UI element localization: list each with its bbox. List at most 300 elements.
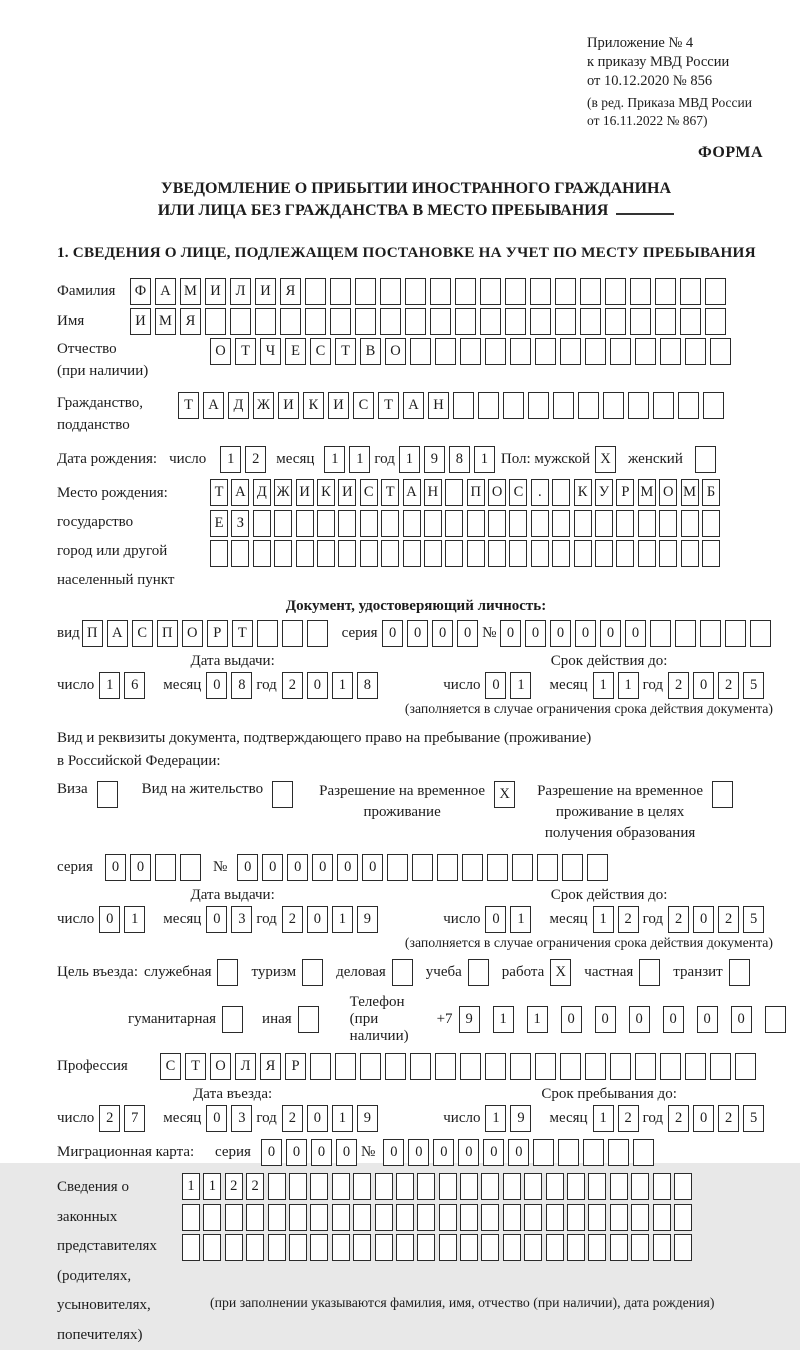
char-cell[interactable] bbox=[439, 1173, 457, 1200]
char-cell[interactable]: В bbox=[360, 338, 381, 365]
char-cell[interactable] bbox=[635, 338, 656, 365]
char-cell[interactable] bbox=[430, 308, 451, 335]
char-cell[interactable] bbox=[574, 540, 592, 567]
char-cell[interactable]: 0 bbox=[693, 906, 714, 933]
char-cell[interactable]: 0 bbox=[485, 672, 506, 699]
char-cell[interactable] bbox=[330, 278, 351, 305]
char-cell[interactable] bbox=[203, 1234, 221, 1261]
char-cell[interactable] bbox=[375, 1234, 393, 1261]
char-cell[interactable] bbox=[338, 510, 356, 537]
char-cell[interactable] bbox=[587, 854, 608, 881]
char-cell[interactable]: 1 bbox=[332, 1105, 353, 1132]
char-cell[interactable]: М bbox=[155, 308, 176, 335]
char-cell[interactable] bbox=[405, 278, 426, 305]
char-cell[interactable]: О bbox=[210, 1053, 231, 1080]
char-cell[interactable] bbox=[675, 620, 696, 647]
char-cell[interactable]: Р bbox=[285, 1053, 306, 1080]
char-cell[interactable]: 2 bbox=[618, 906, 639, 933]
char-cell[interactable]: 5 bbox=[743, 1105, 764, 1132]
char-cell[interactable] bbox=[603, 392, 624, 419]
char-cell[interactable]: 8 bbox=[231, 672, 252, 699]
char-cell[interactable] bbox=[735, 1053, 756, 1080]
char-cell[interactable]: П bbox=[82, 620, 103, 647]
char-cell[interactable]: X bbox=[595, 446, 616, 473]
char-cell[interactable] bbox=[616, 540, 634, 567]
char-cell[interactable] bbox=[302, 959, 323, 986]
char-cell[interactable] bbox=[455, 278, 476, 305]
char-cell[interactable] bbox=[435, 1053, 456, 1080]
char-cell[interactable]: А bbox=[403, 479, 421, 506]
char-cell[interactable]: 9 bbox=[357, 1105, 378, 1132]
char-cell[interactable] bbox=[230, 308, 251, 335]
char-cell[interactable] bbox=[396, 1173, 414, 1200]
char-cell[interactable] bbox=[510, 1053, 531, 1080]
char-cell[interactable] bbox=[488, 510, 506, 537]
char-cell[interactable]: 0 bbox=[206, 906, 227, 933]
char-cell[interactable] bbox=[253, 540, 271, 567]
char-cell[interactable] bbox=[546, 1234, 564, 1261]
char-cell[interactable]: А bbox=[155, 278, 176, 305]
char-cell[interactable]: 0 bbox=[237, 854, 258, 881]
char-cell[interactable] bbox=[505, 308, 526, 335]
char-cell[interactable] bbox=[460, 1204, 478, 1231]
char-cell[interactable] bbox=[595, 510, 613, 537]
char-cell[interactable] bbox=[555, 278, 576, 305]
char-cell[interactable]: 1 bbox=[485, 1105, 506, 1132]
char-cell[interactable] bbox=[317, 540, 335, 567]
char-cell[interactable] bbox=[729, 959, 750, 986]
char-cell[interactable] bbox=[710, 1053, 731, 1080]
char-cell[interactable] bbox=[560, 338, 581, 365]
char-cell[interactable] bbox=[380, 278, 401, 305]
char-cell[interactable]: О bbox=[210, 338, 231, 365]
char-cell[interactable]: Л bbox=[235, 1053, 256, 1080]
char-cell[interactable]: 2 bbox=[282, 906, 303, 933]
char-cell[interactable]: О bbox=[488, 479, 506, 506]
char-cell[interactable]: 0 bbox=[206, 672, 227, 699]
char-cell[interactable]: М bbox=[180, 278, 201, 305]
char-cell[interactable]: 0 bbox=[595, 1006, 616, 1033]
char-cell[interactable]: 0 bbox=[261, 1139, 282, 1166]
char-cell[interactable]: О bbox=[182, 620, 203, 647]
char-cell[interactable] bbox=[387, 854, 408, 881]
char-cell[interactable] bbox=[255, 308, 276, 335]
char-cell[interactable]: 2 bbox=[718, 1105, 739, 1132]
char-cell[interactable] bbox=[633, 1139, 654, 1166]
char-cell[interactable]: 2 bbox=[282, 672, 303, 699]
char-cell[interactable]: И bbox=[328, 392, 349, 419]
char-cell[interactable]: К bbox=[317, 479, 335, 506]
char-cell[interactable]: К bbox=[574, 479, 592, 506]
char-cell[interactable]: И bbox=[255, 278, 276, 305]
char-cell[interactable] bbox=[396, 1204, 414, 1231]
char-cell[interactable]: У bbox=[595, 479, 613, 506]
char-cell[interactable]: 0 bbox=[312, 854, 333, 881]
char-cell[interactable] bbox=[417, 1234, 435, 1261]
char-cell[interactable] bbox=[257, 620, 278, 647]
char-cell[interactable] bbox=[467, 510, 485, 537]
char-cell[interactable]: 0 bbox=[307, 906, 328, 933]
char-cell[interactable] bbox=[445, 540, 463, 567]
char-cell[interactable] bbox=[353, 1204, 371, 1231]
char-cell[interactable]: 0 bbox=[287, 854, 308, 881]
char-cell[interactable]: 1 bbox=[349, 446, 370, 473]
char-cell[interactable] bbox=[460, 1173, 478, 1200]
char-cell[interactable]: 0 bbox=[508, 1139, 529, 1166]
char-cell[interactable] bbox=[503, 1173, 521, 1200]
char-cell[interactable] bbox=[578, 392, 599, 419]
char-cell[interactable] bbox=[588, 1204, 606, 1231]
char-cell[interactable] bbox=[702, 540, 720, 567]
char-cell[interactable] bbox=[481, 1173, 499, 1200]
char-cell[interactable] bbox=[695, 446, 716, 473]
char-cell[interactable] bbox=[562, 854, 583, 881]
char-cell[interactable]: 0 bbox=[382, 620, 403, 647]
char-cell[interactable] bbox=[685, 338, 706, 365]
char-cell[interactable] bbox=[605, 308, 626, 335]
char-cell[interactable] bbox=[725, 620, 746, 647]
char-cell[interactable]: 0 bbox=[457, 620, 478, 647]
char-cell[interactable] bbox=[274, 510, 292, 537]
char-cell[interactable] bbox=[355, 308, 376, 335]
char-cell[interactable]: 1 bbox=[493, 1006, 514, 1033]
char-cell[interactable] bbox=[512, 854, 533, 881]
char-cell[interactable] bbox=[335, 1053, 356, 1080]
char-cell[interactable] bbox=[533, 1139, 554, 1166]
char-cell[interactable]: М bbox=[681, 479, 699, 506]
char-cell[interactable]: 0 bbox=[262, 854, 283, 881]
char-cell[interactable]: 0 bbox=[483, 1139, 504, 1166]
char-cell[interactable]: 2 bbox=[245, 446, 266, 473]
char-cell[interactable] bbox=[246, 1234, 264, 1261]
char-cell[interactable] bbox=[375, 1173, 393, 1200]
char-cell[interactable] bbox=[531, 540, 549, 567]
char-cell[interactable]: 9 bbox=[459, 1006, 480, 1033]
char-cell[interactable] bbox=[385, 1053, 406, 1080]
char-cell[interactable] bbox=[225, 1234, 243, 1261]
char-cell[interactable] bbox=[462, 854, 483, 881]
char-cell[interactable] bbox=[268, 1234, 286, 1261]
char-cell[interactable] bbox=[503, 1234, 521, 1261]
char-cell[interactable]: 1 bbox=[593, 672, 614, 699]
char-cell[interactable] bbox=[638, 510, 656, 537]
char-cell[interactable] bbox=[588, 1234, 606, 1261]
char-cell[interactable]: 1 bbox=[332, 906, 353, 933]
char-cell[interactable]: Т bbox=[178, 392, 199, 419]
char-cell[interactable] bbox=[310, 1053, 331, 1080]
char-cell[interactable]: 9 bbox=[424, 446, 445, 473]
char-cell[interactable] bbox=[274, 540, 292, 567]
char-cell[interactable]: Я bbox=[260, 1053, 281, 1080]
char-cell[interactable]: 2 bbox=[225, 1173, 243, 1200]
char-cell[interactable] bbox=[588, 1173, 606, 1200]
char-cell[interactable]: 8 bbox=[449, 446, 470, 473]
char-cell[interactable] bbox=[310, 1173, 328, 1200]
char-cell[interactable] bbox=[583, 1139, 604, 1166]
char-cell[interactable]: Т bbox=[235, 338, 256, 365]
char-cell[interactable]: Б bbox=[702, 479, 720, 506]
char-cell[interactable] bbox=[435, 338, 456, 365]
char-cell[interactable] bbox=[430, 278, 451, 305]
char-cell[interactable] bbox=[555, 308, 576, 335]
char-cell[interactable]: 1 bbox=[618, 672, 639, 699]
char-cell[interactable] bbox=[445, 479, 463, 506]
char-cell[interactable] bbox=[530, 278, 551, 305]
char-cell[interactable] bbox=[674, 1234, 692, 1261]
char-cell[interactable] bbox=[417, 1204, 435, 1231]
char-cell[interactable] bbox=[360, 510, 378, 537]
char-cell[interactable]: Ч bbox=[260, 338, 281, 365]
char-cell[interactable]: П bbox=[467, 479, 485, 506]
char-cell[interactable] bbox=[574, 510, 592, 537]
char-cell[interactable]: С bbox=[132, 620, 153, 647]
char-cell[interactable] bbox=[509, 510, 527, 537]
char-cell[interactable]: 0 bbox=[311, 1139, 332, 1166]
char-cell[interactable] bbox=[424, 510, 442, 537]
char-cell[interactable]: 1 bbox=[399, 446, 420, 473]
char-cell[interactable]: И bbox=[278, 392, 299, 419]
char-cell[interactable] bbox=[595, 540, 613, 567]
char-cell[interactable] bbox=[635, 1053, 656, 1080]
char-cell[interactable]: 1 bbox=[510, 672, 531, 699]
char-cell[interactable]: М bbox=[638, 479, 656, 506]
char-cell[interactable] bbox=[585, 1053, 606, 1080]
char-cell[interactable] bbox=[537, 854, 558, 881]
char-cell[interactable] bbox=[631, 1234, 649, 1261]
char-cell[interactable] bbox=[552, 479, 570, 506]
char-cell[interactable]: 1 bbox=[474, 446, 495, 473]
char-cell[interactable]: 1 bbox=[124, 906, 145, 933]
char-cell[interactable]: 5 bbox=[743, 906, 764, 933]
char-cell[interactable] bbox=[289, 1173, 307, 1200]
char-cell[interactable] bbox=[531, 510, 549, 537]
char-cell[interactable] bbox=[353, 1234, 371, 1261]
char-cell[interactable]: 0 bbox=[286, 1139, 307, 1166]
char-cell[interactable]: Т bbox=[232, 620, 253, 647]
char-cell[interactable] bbox=[460, 338, 481, 365]
char-cell[interactable] bbox=[610, 1204, 628, 1231]
char-cell[interactable] bbox=[674, 1204, 692, 1231]
char-cell[interactable]: 5 bbox=[743, 672, 764, 699]
char-cell[interactable]: Е bbox=[210, 510, 228, 537]
char-cell[interactable] bbox=[610, 1173, 628, 1200]
char-cell[interactable]: Т bbox=[210, 479, 228, 506]
char-cell[interactable]: 2 bbox=[668, 1105, 689, 1132]
char-cell[interactable] bbox=[355, 278, 376, 305]
char-cell[interactable] bbox=[660, 1053, 681, 1080]
char-cell[interactable] bbox=[653, 1173, 671, 1200]
char-cell[interactable] bbox=[317, 510, 335, 537]
char-cell[interactable] bbox=[480, 278, 501, 305]
char-cell[interactable] bbox=[553, 392, 574, 419]
char-cell[interactable]: 7 bbox=[124, 1105, 145, 1132]
char-cell[interactable] bbox=[650, 620, 671, 647]
char-cell[interactable] bbox=[524, 1204, 542, 1231]
char-cell[interactable] bbox=[439, 1234, 457, 1261]
char-cell[interactable] bbox=[535, 1053, 556, 1080]
char-cell[interactable] bbox=[155, 854, 176, 881]
char-cell[interactable] bbox=[417, 1173, 435, 1200]
char-cell[interactable] bbox=[298, 1006, 319, 1033]
char-cell[interactable] bbox=[296, 510, 314, 537]
char-cell[interactable] bbox=[653, 1204, 671, 1231]
char-cell[interactable] bbox=[528, 392, 549, 419]
char-cell[interactable] bbox=[610, 338, 631, 365]
char-cell[interactable] bbox=[685, 1053, 706, 1080]
char-cell[interactable]: И bbox=[130, 308, 151, 335]
char-cell[interactable] bbox=[710, 338, 731, 365]
char-cell[interactable]: 0 bbox=[600, 620, 621, 647]
char-cell[interactable] bbox=[638, 540, 656, 567]
char-cell[interactable] bbox=[353, 1173, 371, 1200]
char-cell[interactable] bbox=[481, 1204, 499, 1231]
char-cell[interactable] bbox=[659, 540, 677, 567]
char-cell[interactable] bbox=[487, 854, 508, 881]
char-cell[interactable] bbox=[678, 392, 699, 419]
char-cell[interactable]: 0 bbox=[525, 620, 546, 647]
char-cell[interactable]: 0 bbox=[130, 854, 151, 881]
char-cell[interactable] bbox=[524, 1173, 542, 1200]
char-cell[interactable]: 0 bbox=[206, 1105, 227, 1132]
char-cell[interactable] bbox=[567, 1204, 585, 1231]
char-cell[interactable] bbox=[305, 308, 326, 335]
char-cell[interactable] bbox=[460, 1053, 481, 1080]
char-cell[interactable]: Л bbox=[230, 278, 251, 305]
char-cell[interactable] bbox=[702, 510, 720, 537]
char-cell[interactable]: О bbox=[385, 338, 406, 365]
char-cell[interactable]: Н bbox=[424, 479, 442, 506]
char-cell[interactable] bbox=[330, 308, 351, 335]
char-cell[interactable]: 2 bbox=[246, 1173, 264, 1200]
char-cell[interactable] bbox=[396, 1234, 414, 1261]
char-cell[interactable] bbox=[765, 1006, 786, 1033]
char-cell[interactable]: Д bbox=[228, 392, 249, 419]
char-cell[interactable] bbox=[280, 308, 301, 335]
char-cell[interactable] bbox=[360, 1053, 381, 1080]
char-cell[interactable]: С bbox=[310, 338, 331, 365]
char-cell[interactable]: 0 bbox=[575, 620, 596, 647]
char-cell[interactable]: Р bbox=[616, 479, 634, 506]
char-cell[interactable]: Т bbox=[381, 479, 399, 506]
char-cell[interactable] bbox=[375, 1204, 393, 1231]
char-cell[interactable] bbox=[681, 540, 699, 567]
char-cell[interactable] bbox=[412, 854, 433, 881]
char-cell[interactable]: 9 bbox=[357, 906, 378, 933]
char-cell[interactable]: Т bbox=[185, 1053, 206, 1080]
char-cell[interactable]: С bbox=[509, 479, 527, 506]
char-cell[interactable]: 0 bbox=[99, 906, 120, 933]
char-cell[interactable]: Я bbox=[280, 278, 301, 305]
char-cell[interactable]: Ф bbox=[130, 278, 151, 305]
char-cell[interactable] bbox=[210, 540, 228, 567]
char-cell[interactable]: 1 bbox=[324, 446, 345, 473]
char-cell[interactable] bbox=[585, 338, 606, 365]
char-cell[interactable] bbox=[445, 510, 463, 537]
char-cell[interactable]: Ж bbox=[253, 392, 274, 419]
char-cell[interactable]: К bbox=[303, 392, 324, 419]
char-cell[interactable]: 0 bbox=[625, 620, 646, 647]
char-cell[interactable] bbox=[680, 278, 701, 305]
char-cell[interactable]: А bbox=[403, 392, 424, 419]
char-cell[interactable] bbox=[332, 1204, 350, 1231]
char-cell[interactable] bbox=[437, 854, 458, 881]
char-cell[interactable]: Р bbox=[207, 620, 228, 647]
char-cell[interactable] bbox=[703, 392, 724, 419]
char-cell[interactable]: 2 bbox=[668, 906, 689, 933]
char-cell[interactable]: 0 bbox=[307, 672, 328, 699]
char-cell[interactable] bbox=[405, 308, 426, 335]
char-cell[interactable]: Ж bbox=[274, 479, 292, 506]
char-cell[interactable] bbox=[580, 308, 601, 335]
char-cell[interactable] bbox=[655, 278, 676, 305]
char-cell[interactable] bbox=[381, 540, 399, 567]
char-cell[interactable] bbox=[268, 1173, 286, 1200]
char-cell[interactable] bbox=[605, 278, 626, 305]
char-cell[interactable] bbox=[410, 338, 431, 365]
char-cell[interactable] bbox=[182, 1204, 200, 1231]
char-cell[interactable] bbox=[567, 1173, 585, 1200]
char-cell[interactable]: 0 bbox=[337, 854, 358, 881]
char-cell[interactable] bbox=[628, 392, 649, 419]
char-cell[interactable]: 9 bbox=[510, 1105, 531, 1132]
char-cell[interactable]: А bbox=[107, 620, 128, 647]
char-cell[interactable] bbox=[231, 540, 249, 567]
char-cell[interactable]: 2 bbox=[668, 672, 689, 699]
char-cell[interactable]: 0 bbox=[407, 620, 428, 647]
char-cell[interactable] bbox=[700, 620, 721, 647]
char-cell[interactable]: 0 bbox=[500, 620, 521, 647]
char-cell[interactable] bbox=[639, 959, 660, 986]
char-cell[interactable]: . bbox=[531, 479, 549, 506]
char-cell[interactable] bbox=[360, 540, 378, 567]
char-cell[interactable] bbox=[424, 540, 442, 567]
char-cell[interactable] bbox=[705, 308, 726, 335]
char-cell[interactable]: 0 bbox=[485, 906, 506, 933]
char-cell[interactable] bbox=[488, 540, 506, 567]
char-cell[interactable] bbox=[567, 1234, 585, 1261]
char-cell[interactable]: Я bbox=[180, 308, 201, 335]
char-cell[interactable] bbox=[655, 308, 676, 335]
char-cell[interactable] bbox=[403, 540, 421, 567]
char-cell[interactable]: Д bbox=[253, 479, 271, 506]
char-cell[interactable]: 1 bbox=[220, 446, 241, 473]
char-cell[interactable] bbox=[246, 1204, 264, 1231]
char-cell[interactable] bbox=[410, 1053, 431, 1080]
char-cell[interactable] bbox=[530, 308, 551, 335]
char-cell[interactable]: И bbox=[205, 278, 226, 305]
char-cell[interactable]: 0 bbox=[458, 1139, 479, 1166]
char-cell[interactable] bbox=[610, 1234, 628, 1261]
char-cell[interactable]: 0 bbox=[693, 672, 714, 699]
char-cell[interactable]: 0 bbox=[307, 1105, 328, 1132]
char-cell[interactable]: Н bbox=[428, 392, 449, 419]
char-cell[interactable] bbox=[560, 1053, 581, 1080]
char-cell[interactable]: 0 bbox=[693, 1105, 714, 1132]
char-cell[interactable] bbox=[546, 1204, 564, 1231]
char-cell[interactable]: 0 bbox=[383, 1139, 404, 1166]
char-cell[interactable] bbox=[750, 620, 771, 647]
char-cell[interactable]: 0 bbox=[433, 1139, 454, 1166]
char-cell[interactable] bbox=[509, 540, 527, 567]
char-cell[interactable]: X bbox=[550, 959, 571, 986]
char-cell[interactable] bbox=[455, 308, 476, 335]
char-cell[interactable] bbox=[392, 959, 413, 986]
char-cell[interactable] bbox=[180, 854, 201, 881]
char-cell[interactable]: 6 bbox=[124, 672, 145, 699]
char-cell[interactable] bbox=[480, 308, 501, 335]
char-cell[interactable] bbox=[289, 1204, 307, 1231]
char-cell[interactable] bbox=[681, 510, 699, 537]
